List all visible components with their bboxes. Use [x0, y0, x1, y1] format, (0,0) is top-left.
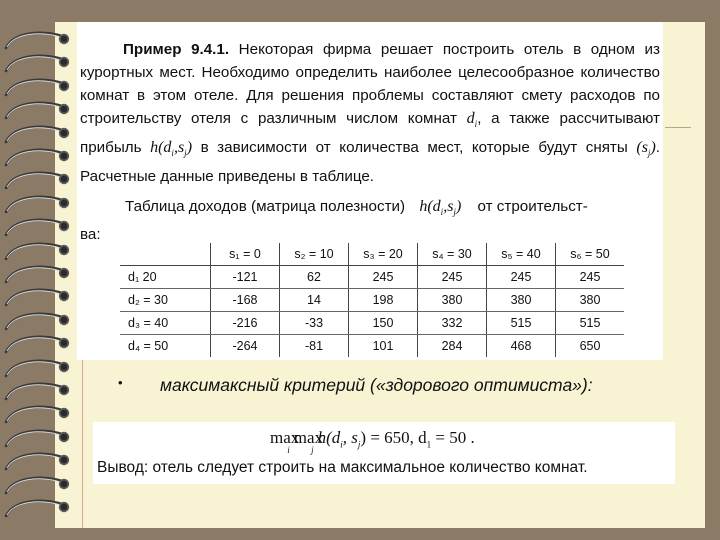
spiral-ring [0, 51, 78, 77]
example-text-3: в зависимости от количества мест, которые будут сняты [200, 139, 628, 157]
row-header: d₃ = 40 [120, 312, 211, 335]
table-cell: 245 [556, 266, 625, 289]
table-cell: 198 [349, 289, 418, 312]
utility-table [120, 243, 624, 357]
col-header: s₁ = 0 [211, 243, 280, 266]
table-cell: 468 [487, 335, 556, 358]
spiral-ring [0, 356, 78, 382]
example-title: Пример 9.4.1. [123, 41, 230, 58]
example-text-2: , а также рассчитывают прибыль [80, 110, 660, 157]
symbol-d-i: $d_i$ [466, 110, 478, 130]
spiral-ring [0, 285, 78, 311]
table-cell: -168 [211, 289, 280, 312]
table-header-row [120, 243, 624, 266]
example-text-1: Некоторая фирма решает построить отель в одном из курортных мест. Необходимо определить наиболее целесообразное количество комнат в этом отеле. Для решения проблемы составляют смету расходов по строительству отеля с различным числом комнат [80, 41, 660, 127]
spiral-ring [0, 402, 78, 428]
table-cell: 62 [280, 266, 349, 289]
table-caption-end: ва: [80, 226, 101, 243]
spiral-ring [0, 239, 78, 265]
table-cell: 245 [487, 266, 556, 289]
spiral-ring [0, 145, 78, 171]
spiral-ring [0, 473, 78, 499]
example-paragraph [80, 38, 660, 188]
row-header: d₄ = 50 [128, 339, 169, 353]
example-text-4: . Расчетные данные приведены в таблице. [80, 139, 660, 186]
spiral-ring [0, 122, 78, 148]
maximax-formula: $\max_i\max_jh(d_i$, $s_j) = 650$, $d_1 = 50$ . [270, 428, 475, 455]
table-row [120, 335, 624, 358]
symbol-s-j: $(s_j)$ [636, 139, 656, 159]
spiral-ring [0, 379, 78, 405]
spiral-ring [0, 332, 78, 358]
spiral-ring [0, 309, 78, 335]
criterion-heading: максимаксный критерий («здорового оптимиста»): [160, 375, 593, 395]
table-cell: -216 [211, 312, 280, 335]
table-cell: 515 [487, 312, 556, 335]
table-cell: 14 [280, 289, 349, 312]
col-header: s₆ = 50 [556, 243, 625, 266]
table-cell: 284 [418, 335, 487, 358]
spiral-ring [0, 426, 78, 452]
table-cell: 650 [556, 335, 625, 358]
spiral-ring [0, 215, 78, 241]
row-header: d₁ 20 [120, 266, 211, 289]
spiral-ring [0, 449, 78, 475]
bullet-point: • [118, 375, 123, 390]
caption-symbol: $h(d_i,s_j)$ [419, 198, 462, 218]
table-cell: -33 [280, 312, 349, 335]
ruled-line [665, 127, 691, 128]
spiral-ring [0, 28, 78, 54]
table-cell: -264 [211, 335, 280, 358]
table-row [120, 312, 624, 335]
spiral-ring [0, 496, 78, 522]
spiral-ring [0, 262, 78, 288]
table-cell: 245 [418, 266, 487, 289]
table-cell: 380 [418, 289, 487, 312]
table-caption: Таблица доходов (матрица полезности) $h(d_i,s_j)$ от строительст- [125, 198, 588, 218]
col-header: s₂ = 10 [280, 243, 349, 266]
table-cell: -121 [211, 266, 280, 289]
spiral-ring [0, 75, 78, 101]
table-row [120, 289, 624, 312]
spiral-ring [0, 192, 78, 218]
table-corner [120, 243, 211, 266]
table-cell: 245 [349, 266, 418, 289]
table-cell: -81 [280, 335, 349, 358]
col-header: s₃ = 20 [349, 243, 418, 266]
table-cell: 101 [349, 335, 418, 358]
symbol-h-di-sj: $h(d_i,s_j)$ [150, 139, 193, 159]
spiral-ring [0, 98, 78, 124]
table-cell: 380 [556, 289, 625, 312]
table-cell: 332 [418, 312, 487, 335]
table-cell: 150 [349, 312, 418, 335]
col-header: s₅ = 40 [487, 243, 556, 266]
row-header: d₂ = 30 [120, 289, 211, 312]
spiral-ring [0, 168, 78, 194]
table-row [120, 266, 624, 289]
table-cell: 380 [487, 289, 556, 312]
conclusion-text: Вывод: отель следует строить на максимальное количество комнат. [97, 459, 588, 476]
col-header: s₄ = 30 [418, 243, 487, 266]
table-cell: 515 [556, 312, 625, 335]
